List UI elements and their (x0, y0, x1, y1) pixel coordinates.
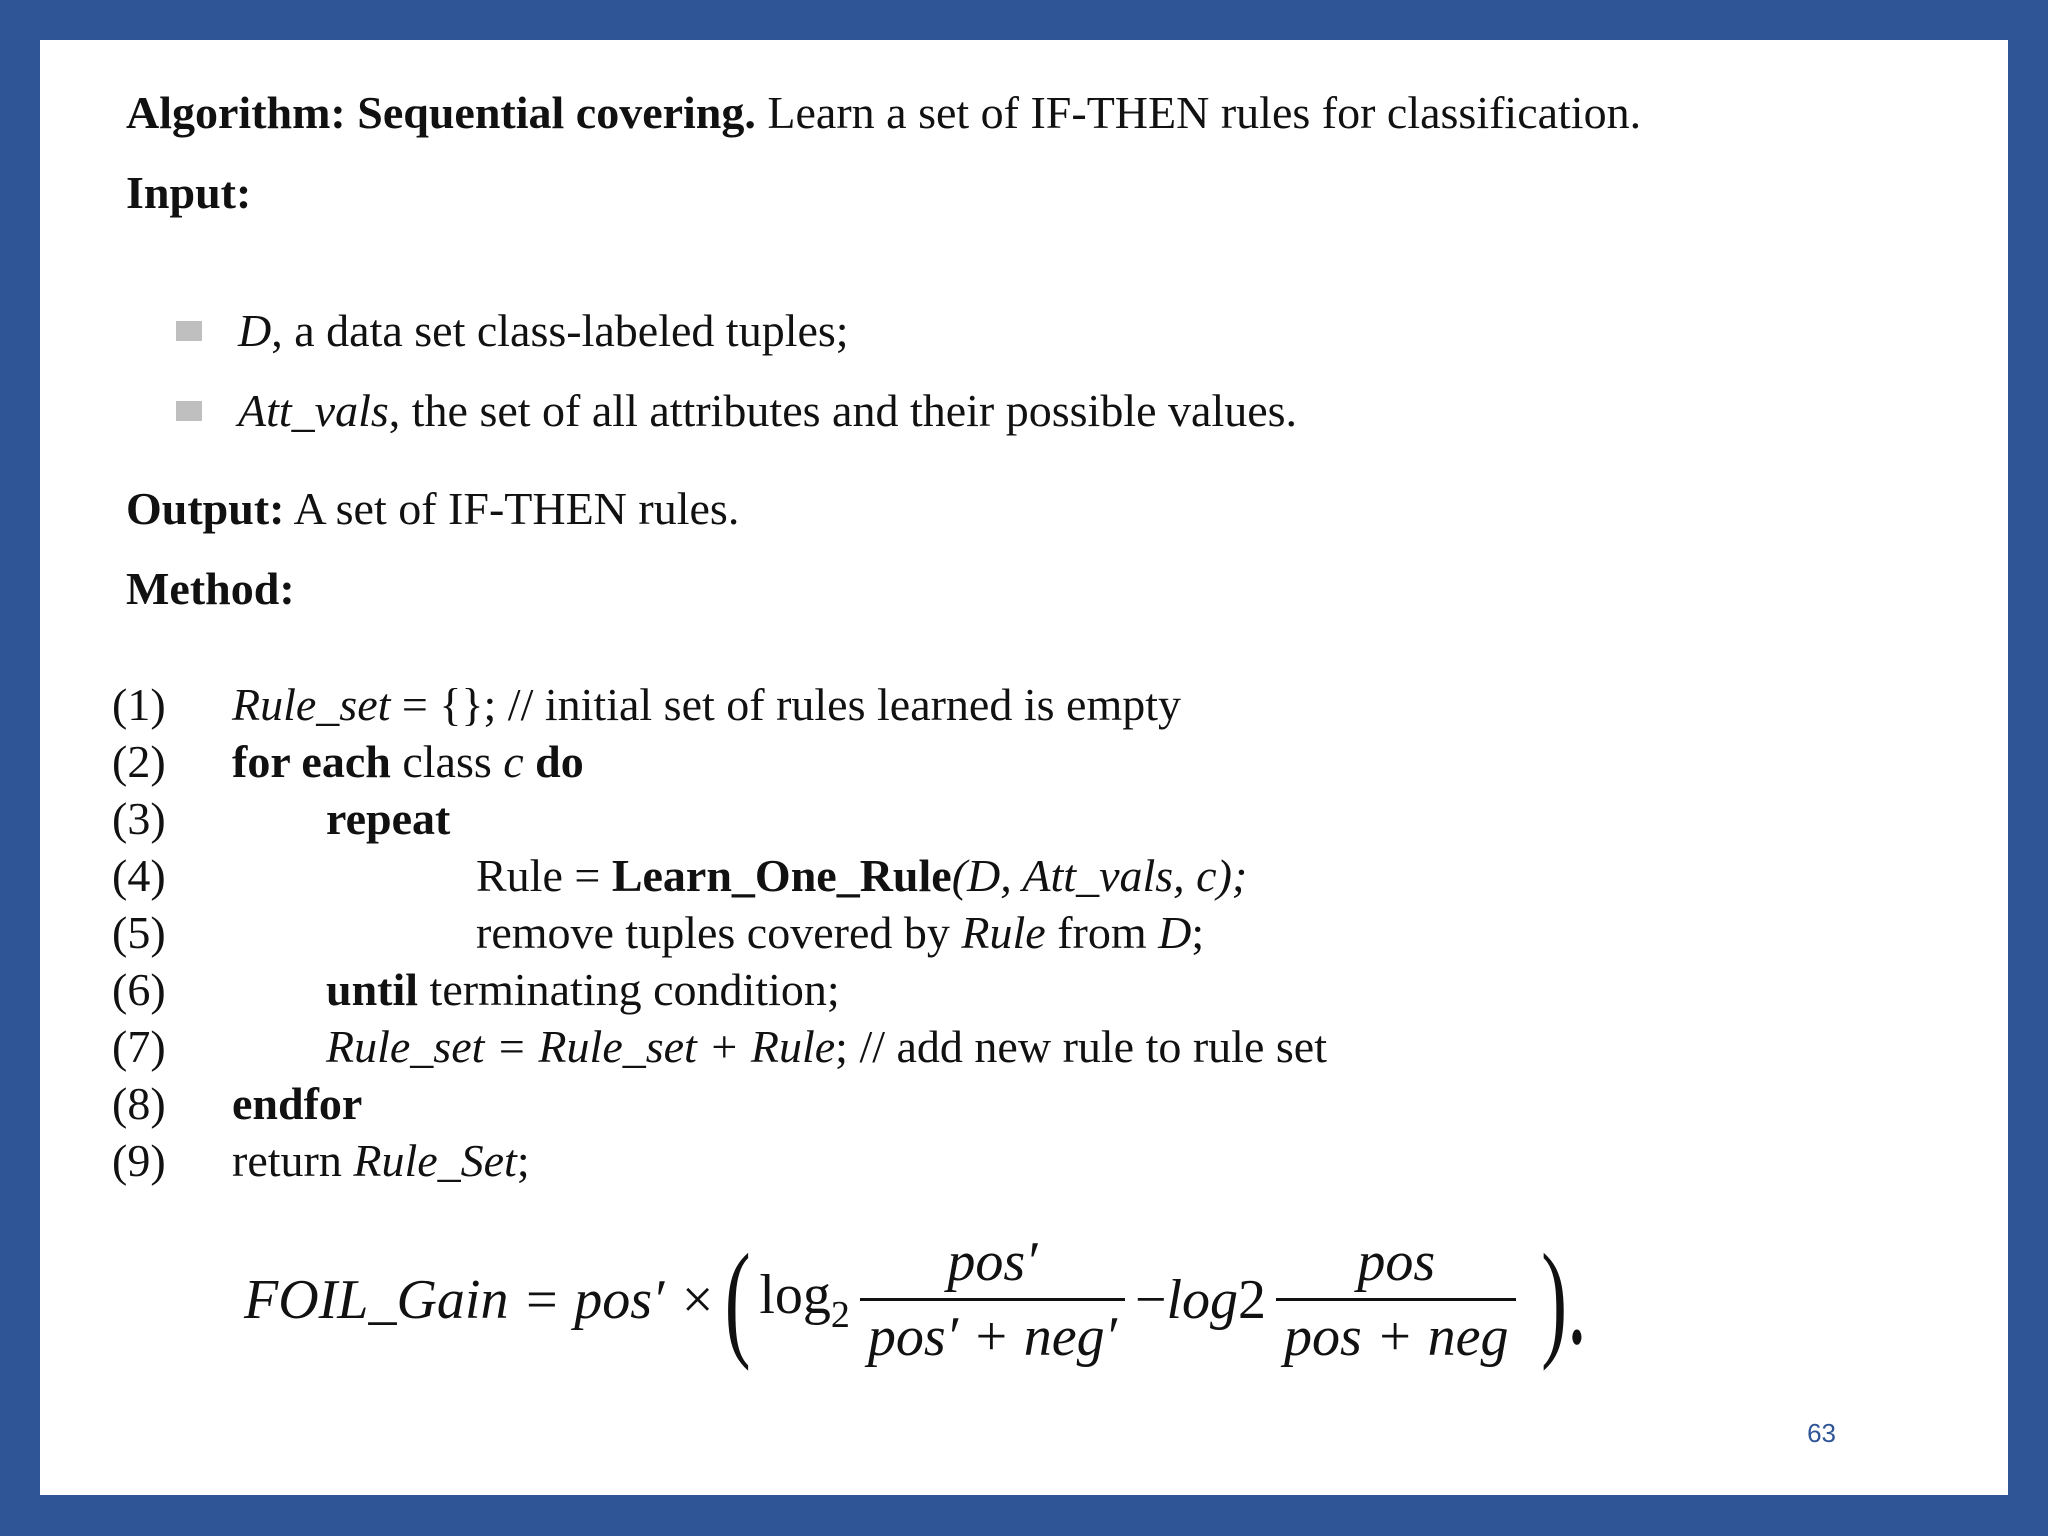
step-2-text: class (390, 736, 504, 787)
step-9-text: return (232, 1135, 354, 1186)
step-3: repeat (326, 793, 451, 844)
input-heading: Input: (126, 167, 252, 218)
formula-log-2 (1166, 1268, 1266, 1332)
algorithm-label: Algorithm: Sequential covering. (126, 87, 756, 138)
fraction-2-numerator: pos (1357, 1231, 1436, 1293)
formula-minus: − (1134, 1268, 1167, 1331)
formula-fraction-1 (860, 1230, 1125, 1369)
line-number: (9) (112, 1135, 166, 1186)
algorithm-description: Learn a set of IF-THEN rules for classification. (755, 87, 1642, 138)
step-1 (232, 678, 1181, 731)
class-var: c (503, 736, 524, 787)
line-number: (5) (112, 907, 166, 958)
keyword-for-each: for each (232, 736, 391, 787)
step-4-text: Rule = (476, 850, 612, 901)
rule-set-return-var: Rule_Set (353, 1135, 517, 1186)
fraction-1-denominator: pos′ + neg′ (860, 1298, 1125, 1369)
rule-var: Rule (961, 907, 1046, 958)
bullet-square-icon (176, 321, 202, 341)
log-2-base: 2 (1238, 1268, 1267, 1331)
rule-set-update: Rule_set = Rule_set + Rule (326, 1021, 836, 1072)
method-heading: Method: (126, 563, 295, 614)
line-number: (7) (112, 1021, 166, 1072)
formula-lhs: FOIL_Gain = pos′ × (244, 1268, 717, 1331)
learn-one-rule-fn: Learn_One_Rule (611, 850, 952, 901)
algorithm-title (126, 86, 1641, 139)
log-1-text: log (759, 1263, 831, 1326)
input-item-dataset (176, 304, 849, 357)
step-9 (232, 1134, 530, 1187)
step-5-text: remove tuples covered by (476, 907, 962, 958)
foil-gain-formula (244, 1227, 1602, 1372)
keyword-until: until (326, 964, 419, 1015)
input-desc-att-vals: , the set of all attributes and their possible values. (388, 385, 1298, 436)
step-6-text: terminating condition; (418, 964, 840, 1015)
formula-open-paren: ( (724, 1227, 751, 1372)
formula-fraction-2 (1276, 1230, 1516, 1369)
step-7-text: ; // add new rule to rule set (835, 1021, 1327, 1072)
log-1-base: 2 (830, 1293, 850, 1336)
fraction-2-denominator: pos + neg (1276, 1298, 1516, 1369)
step-4 (476, 849, 1247, 902)
formula-close-paren: ). (1541, 1227, 1588, 1372)
step-5-end: ; (1191, 907, 1205, 958)
step-7 (326, 1020, 1327, 1073)
d-var: D (1158, 907, 1192, 958)
input-item-att-vals (176, 384, 1297, 437)
learn-one-rule-args: (D, Att_vals, c); (951, 850, 1248, 901)
line-number: (6) (112, 964, 166, 1015)
input-desc-d: , a data set class-labeled tuples; (271, 305, 849, 356)
step-5 (476, 906, 1204, 959)
input-var-d: D (238, 305, 272, 356)
page-number: 63 (1807, 1418, 1836, 1448)
fraction-1-numerator: pos′ (947, 1231, 1038, 1293)
line-number: (3) (112, 793, 166, 844)
formula-log-1 (759, 1263, 850, 1337)
step-8: endfor (232, 1078, 363, 1129)
step-9-end: ; (516, 1135, 530, 1186)
line-number: (1) (112, 679, 166, 730)
line-number: (8) (112, 1078, 166, 1129)
input-var-att-vals: Att_vals (238, 385, 389, 436)
step-1-text: = {}; // initial set of rules learned is empty (390, 679, 1182, 730)
rule-set-var: Rule_set (232, 679, 391, 730)
step-6 (326, 963, 840, 1016)
slide (40, 40, 2008, 1495)
output-label: Output: (126, 483, 285, 534)
bullet-square-icon (176, 401, 202, 421)
output-line (126, 482, 739, 535)
line-number: (2) (112, 736, 166, 787)
line-number: (4) (112, 850, 166, 901)
log-2-text: log (1166, 1268, 1239, 1331)
step-2 (232, 735, 584, 788)
output-text: A set of IF-THEN rules. (284, 483, 740, 534)
keyword-do: do (523, 736, 584, 787)
step-5-from: from (1045, 907, 1159, 958)
